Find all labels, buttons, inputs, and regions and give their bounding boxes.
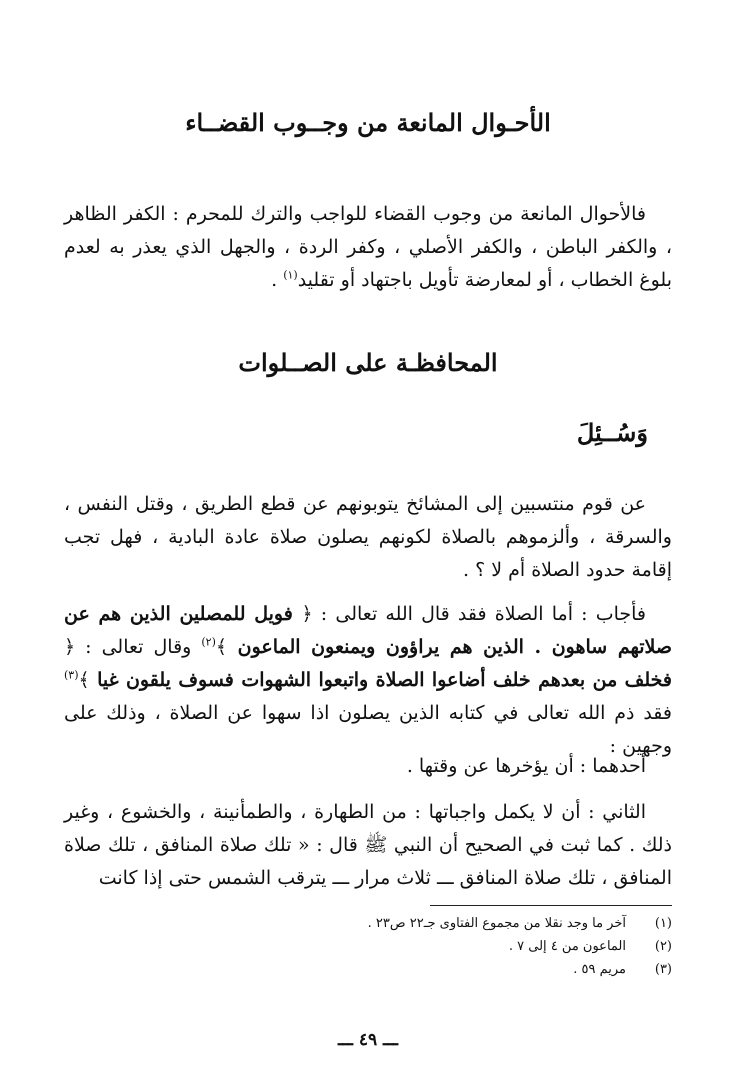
section-heading-prayers: المحافظـة على الصــلوات <box>238 348 498 377</box>
paragraph-text: فالأحوال المانعة من وجوب القضاء للواجب والترك للمحرم : الكفر الظاهر ، والكفر الباطن ، والكفر الأصلي ، وكفر الردة ، والجهل الذي يعذر به لعدم بلوغ الخطاب ، أو لمعارضة تأويل باجتهاد أو تقليد <box>64 203 672 291</box>
answer-paragraph <box>64 598 672 763</box>
answer-intro: فأجاب : أما الصلاة فقد قال الله تعالى : <box>312 603 646 625</box>
first-point-text: أحدهما : أن يؤخرها عن وقتها . <box>406 755 646 777</box>
footnote-number: (٢) <box>654 939 672 954</box>
footnote-text: آخر ما وجد نقلا من مجموع الفتاوى جـ٢٢ ص٢٣ . <box>367 916 626 931</box>
answer-tail: فقد ذم الله تعالى في كتابه الذين يصلون اذا سهوا عن الصلاة ، وذلك على وجهين : <box>64 702 672 757</box>
paragraph-end: . <box>271 269 284 291</box>
question-label: وَسُــئِلَ <box>576 418 648 447</box>
paragraph-prohibiting-conditions <box>64 198 672 297</box>
section-heading-prohibiting-conditions: الأحـوال المانعة من وجــوب القضــاء <box>185 108 551 137</box>
quran-bracket-close: ﴾ <box>215 636 228 658</box>
footnote-text: مريم ٥٩ . <box>573 962 626 977</box>
quran-bracket-close: ﴾ <box>78 669 90 691</box>
footnote-number: (١) <box>654 916 672 931</box>
footnote-separator <box>430 905 672 906</box>
footnote-text: الماعون من ٤ إلى ٧ . <box>508 939 626 954</box>
quran-verse-1: فويل للمصلين الذين هم عن صلاتهم ساهون . الذين هم يراؤون ويمنعون الماعون <box>64 603 672 658</box>
question-text: عن قوم منتسبين إلى المشائخ يتوبونهم عن قطع الطريق ، وقتل النفس ، والسرقة ، وألزموهم بالصلاة لكونهم يصلون صلاة عادة البادية ، فهل تجب إقامة حدود الصلاة أم لا ؟ . <box>64 493 672 581</box>
quran-bracket-open: ﴿ <box>301 603 313 625</box>
first-point-paragraph <box>64 750 672 783</box>
footnote-ref-1[interactable]: (١) <box>283 268 298 282</box>
footnote-ref-2[interactable]: (٢) <box>201 635 216 649</box>
quran-bracket-open: ﴿ <box>64 636 76 658</box>
page-number: ـــ ٤٩ ـــ <box>337 1030 398 1050</box>
second-point-text: الثاني : أن لا يكمل واجباتها : من الطهارة ، والطمأنينة ، والخشوع ، وغير ذلك . كما ثبت في الصحيح أن النبي ﷺ قال : « تلك صلاة المنافق ، تلك صلاة المنافق ، تلك صلاة المنافق ـــ ثلاث مرار ـــ يترقب الشمس حتى إذا كانت <box>64 801 672 889</box>
second-point-paragraph <box>64 796 672 895</box>
footnote-2 <box>64 935 672 958</box>
question-paragraph <box>64 488 672 587</box>
footnote-ref-3[interactable]: (٣) <box>64 668 79 682</box>
quran-verse-2: فخلف من بعدهم خلف أضاعوا الصلاة واتبعوا الشهوات فسوف يلقون غيا <box>89 669 672 691</box>
footnotes <box>64 912 672 981</box>
footnote-1 <box>64 912 672 935</box>
footnote-number: (٣) <box>654 962 672 977</box>
answer-mid: وقال تعالى : <box>75 636 202 658</box>
footnote-3 <box>64 958 672 981</box>
